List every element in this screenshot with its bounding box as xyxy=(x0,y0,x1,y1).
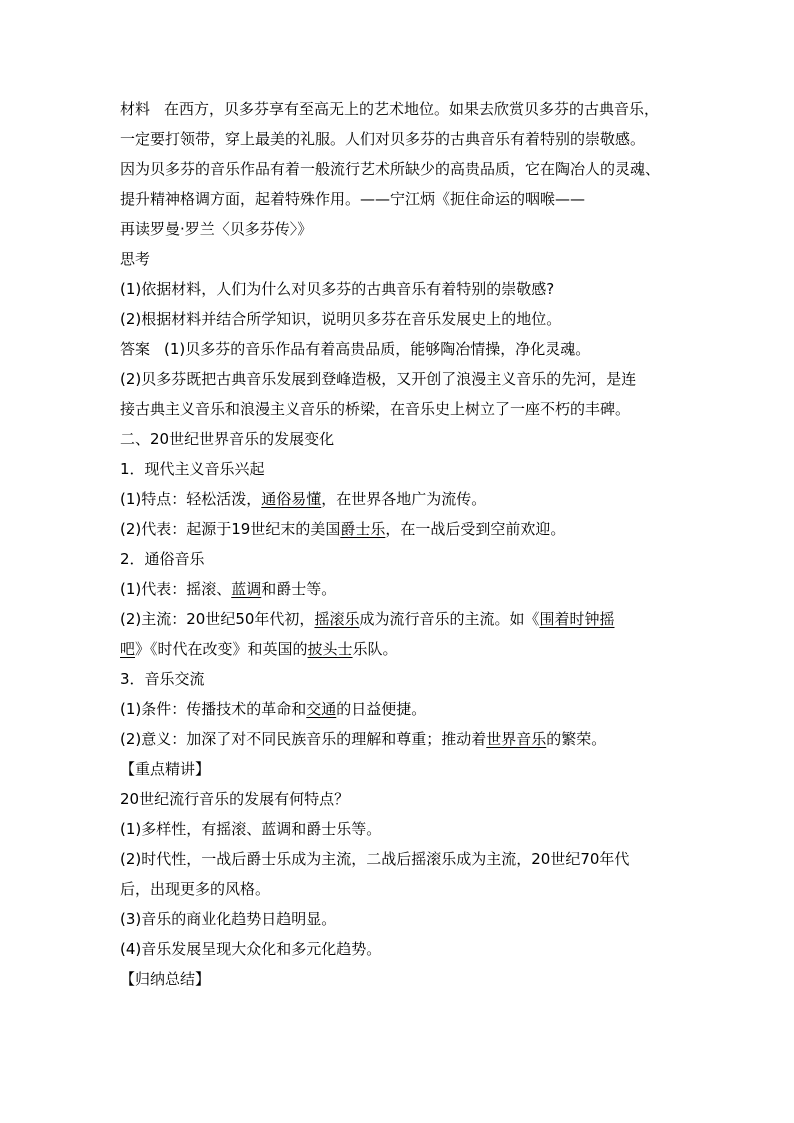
underlined-term: 吧 xyxy=(120,640,136,658)
subsection-3-heading: 3．音乐交流 xyxy=(120,670,205,688)
subsection-2-heading: 2．通俗音乐 xyxy=(120,550,205,568)
subsection-1-line-1: (1)特点：轻松活泼，通俗易懂，在世界各地广为流传。 xyxy=(120,490,487,508)
material-label: 材料 xyxy=(120,100,151,118)
focus-item-2-cont: 后，出现更多的风格。 xyxy=(120,880,271,898)
material-line-2: 一定要打领带，穿上最美的礼服。人们对贝多芬的古典音乐有着特别的崇敬感。 xyxy=(120,130,646,148)
subsection-3-line-1: (1)条件：传播技术的革命和交通的日益便捷。 xyxy=(120,700,427,718)
document-page xyxy=(120,94,688,994)
subsection-2-line-1: (1)代表：摇滚、蓝调和爵士等。 xyxy=(120,580,337,598)
summary-heading: 【归纳总结】 xyxy=(120,970,211,988)
underlined-term: 爵士乐 xyxy=(340,520,386,538)
section-heading: 二、20世纪世界音乐的发展变化 xyxy=(120,430,335,448)
focus-item-2: (2)时代性，一战后爵士乐成为主流，二战后摇滚乐成为主流，20世纪70年代 xyxy=(120,850,630,868)
answer-line-3: 接古典主义音乐和浪漫主义音乐的桥梁，在音乐史上树立了一座不朽的丰碑。 xyxy=(120,400,631,418)
underlined-term: 蓝调 xyxy=(231,580,262,598)
answer-line-2: (2)贝多芬既把古典音乐发展到登峰造极，又开创了浪漫主义音乐的先河，是连 xyxy=(120,370,637,388)
focus-item-3: (3)音乐的商业化趋势日趋明显。 xyxy=(120,910,337,928)
focus-item-4: (4)音乐发展呈现大众化和多元化趋势。 xyxy=(120,940,382,958)
subsection-1-heading: 1．现代主义音乐兴起 xyxy=(120,460,265,478)
thinking-question-2: (2)根据材料并结合所学知识，说明贝多芬在音乐发展史上的地位。 xyxy=(120,310,562,328)
underlined-term: 围着时钟摇 xyxy=(539,610,615,628)
underlined-term: 交通 xyxy=(306,700,337,718)
thinking-label: 思考 xyxy=(120,250,151,268)
underlined-term: 世界音乐 xyxy=(486,730,547,748)
subsection-1-line-2: (2)代表：起源于19世纪末的美国爵士乐，在一战后受到空前欢迎。 xyxy=(120,520,566,538)
material-line-5: 再读罗曼·罗兰〈贝多芬传〉》 xyxy=(120,220,313,238)
material-line-3: 因为贝多芬的音乐作品有着一般流行艺术所缺少的高贵品质，它在陶冶人的灵魂、 xyxy=(120,160,661,178)
subsection-2-line-3: 吧》《时代在改变》和英国的披头士乐队。 xyxy=(120,640,398,658)
underlined-term: 摇滚乐 xyxy=(314,610,360,628)
focus-question: 20世纪流行音乐的发展有何特点？ xyxy=(120,790,350,808)
subsection-3-line-2: (2)意义：加深了对不同民族音乐的理解和尊重；推动着世界音乐的繁荣。 xyxy=(120,730,607,748)
material-line-1: 材料 在西方，贝多芬享有至高无上的艺术地位。如果去欣赏贝多芬的古典音乐， xyxy=(120,100,660,118)
subsection-2-line-2: (2)主流：20世纪50年代初，摇滚乐成为流行音乐的主流。如《围着时钟摇 xyxy=(120,610,615,628)
thinking-question-1: (1)依据材料，人们为什么对贝多芬的古典音乐有着特别的崇敬感? xyxy=(120,280,555,298)
focus-heading: 【重点精讲】 xyxy=(120,760,211,778)
answer-label: 答案 xyxy=(120,340,151,358)
focus-item-1: (1)多样性，有摇滚、蓝调和爵士乐等。 xyxy=(120,820,382,838)
underlined-term: 通俗易懂 xyxy=(261,490,322,508)
answer-line-1: 答案 (1)贝多芬的音乐作品有着高贵品质，能够陶冶情操，净化灵魂。 xyxy=(120,340,591,358)
material-line-4: 提升精神格调方面，起着特殊作用。——宁江炳《扼住命运的咽喉—— xyxy=(120,190,586,208)
underlined-term: 披头士 xyxy=(307,640,353,658)
